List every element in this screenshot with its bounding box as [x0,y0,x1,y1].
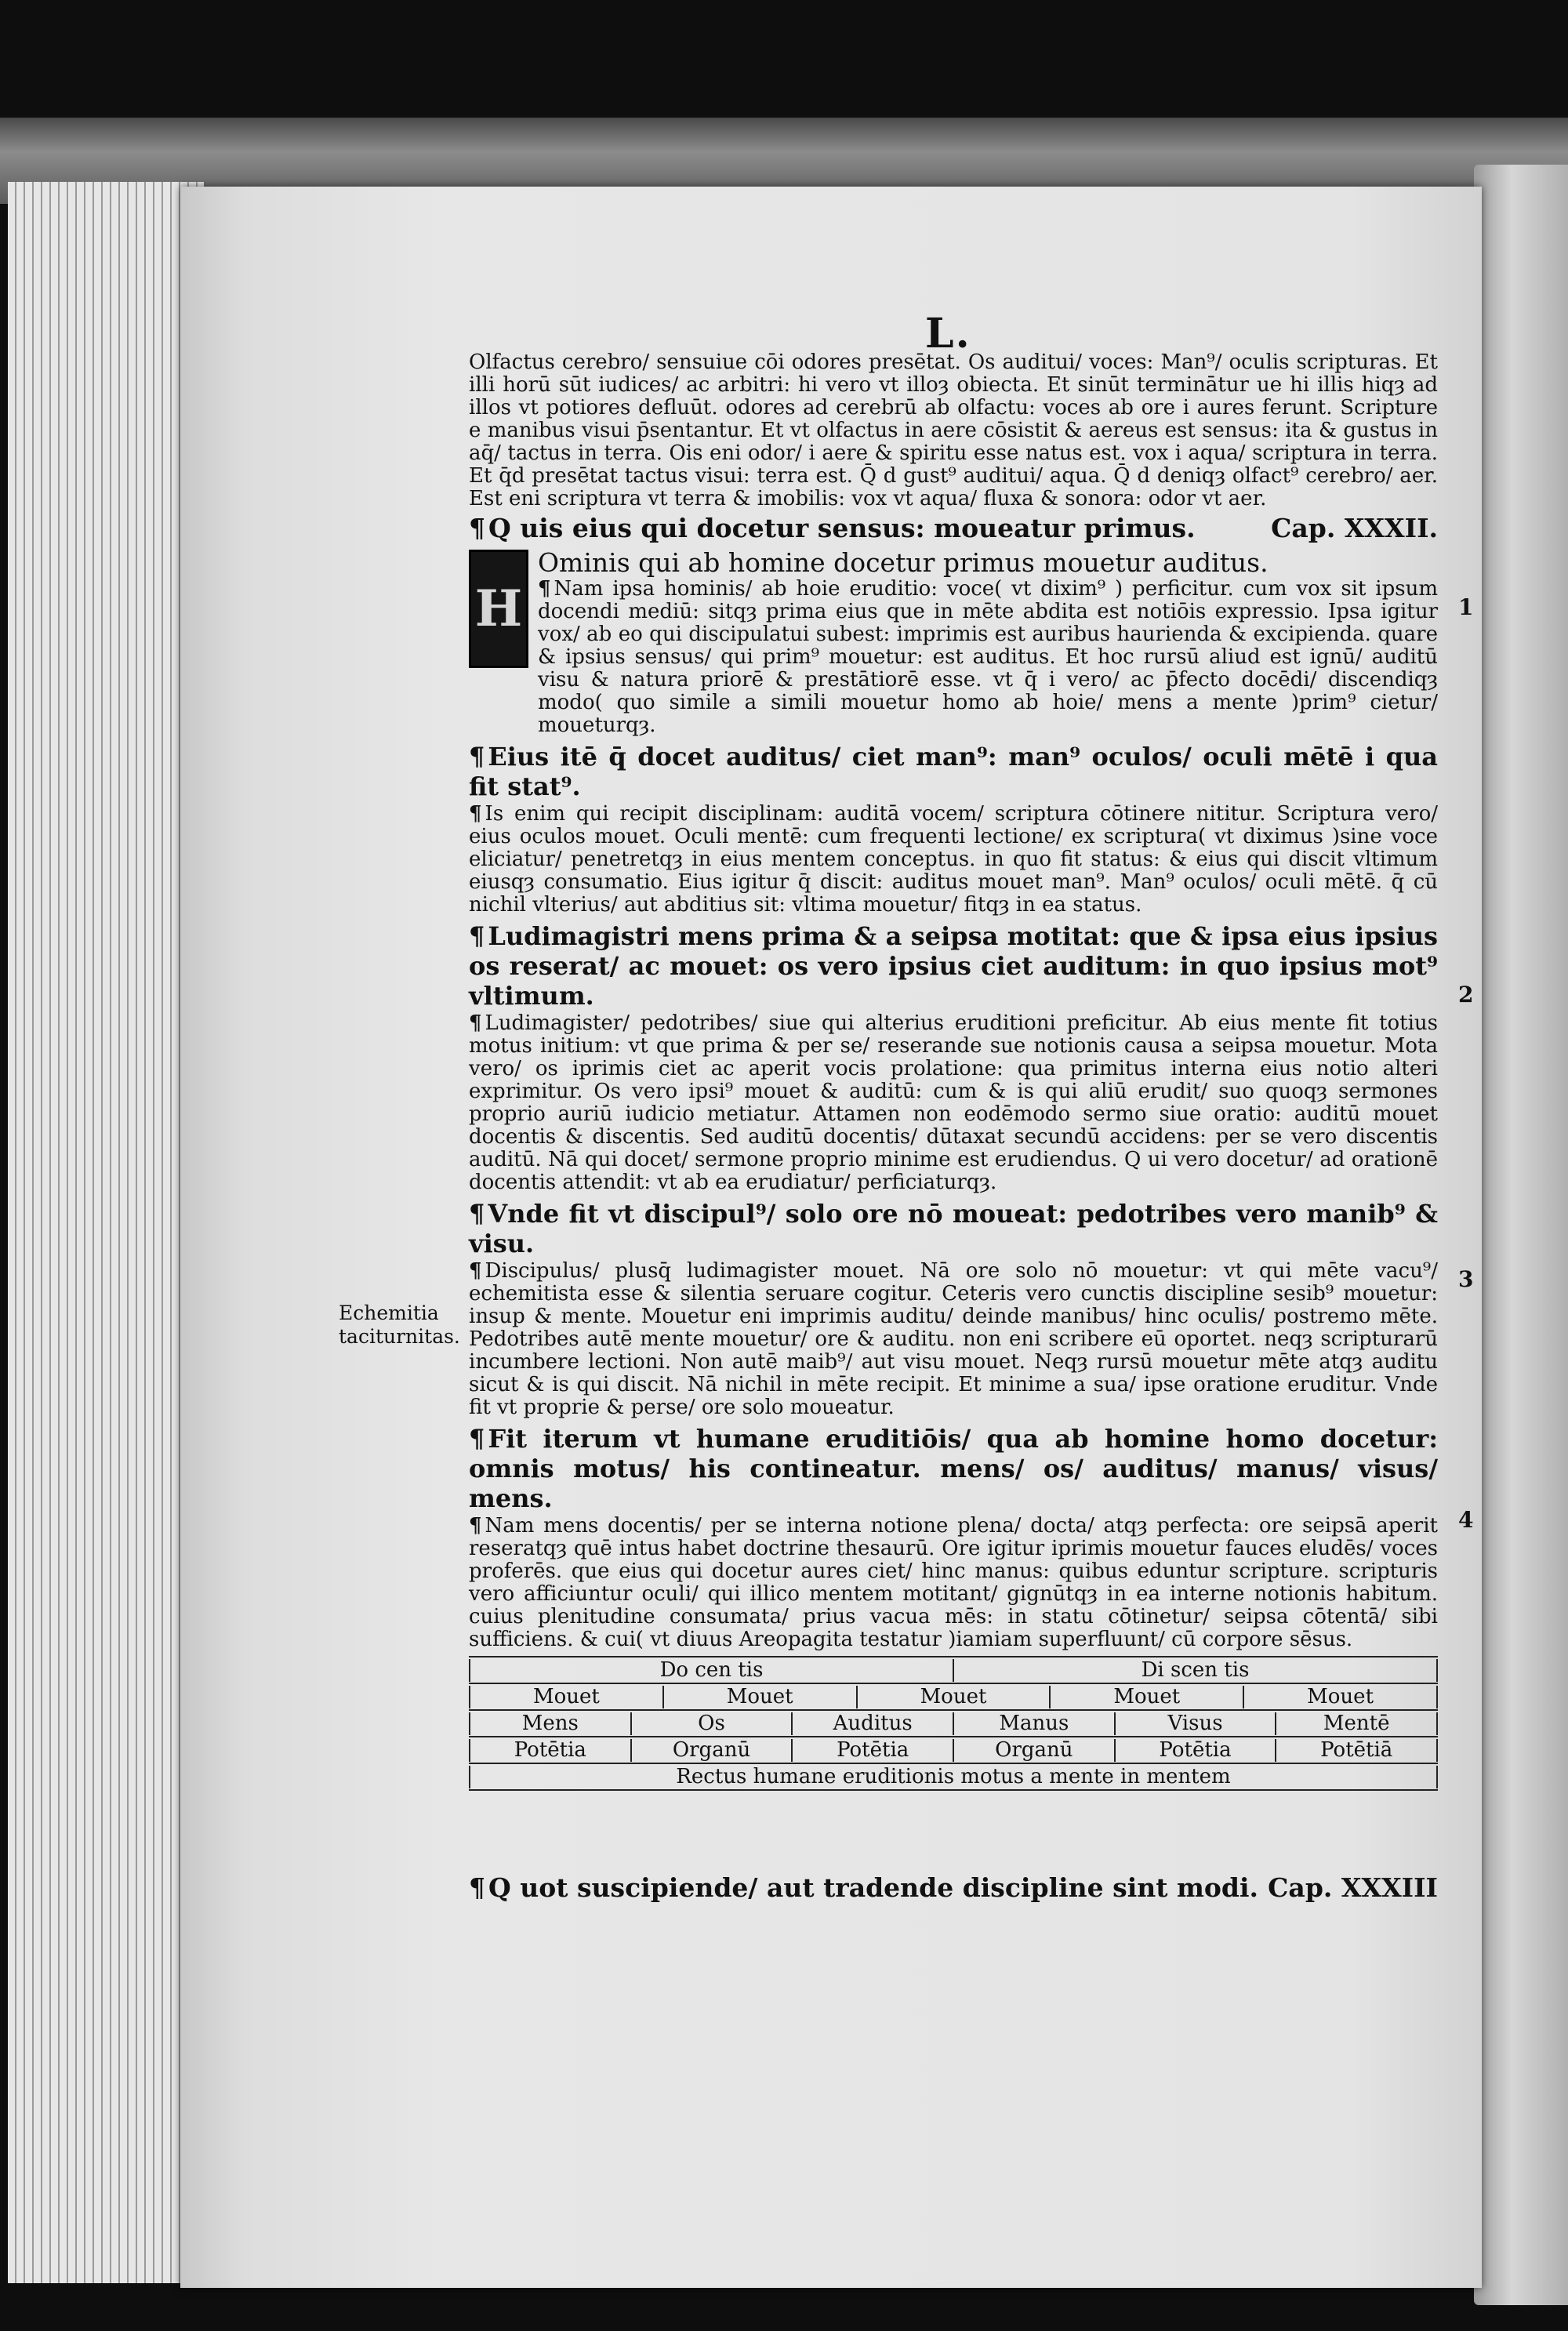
diagram-cell: Os [630,1712,792,1735]
paragraph-5: ¶ Nam mens docentis/ per se interna notione plena/ docta/ atqȝ perfecta: ore seipsā aperit reseratqȝ quē intus habet doctrine thesaurū. Ore igitur iprimis mouetur fauces eludēs/ voces proferēs. que eius qui docetur aures ciet/ hinc manus: quibus eduntur scripture. scripturis vero afficiuntur oculi/ qui illico mentem motitant/ gignūtqȝ in ea interne notionis habitum. cuius plenitudine consumata/ prius vacua mēs: in statu cōtinetur/ seipsa cōtentā/ sibi sufficiens. & cui( vt diuus Areopagita testatur )iamiam superfluunt/ cū corpore sēsus. [469,1514,1438,1651]
pilcrow-icon: ¶ [538,577,551,601]
chapter-32-heading [469,514,1438,543]
motion-diagram [469,1656,1438,1791]
chapter-33-number: Cap. XXXIII [1268,1872,1438,1903]
facing-page-edge [1474,165,1568,2305]
diagram-row [469,1764,1438,1791]
pilcrow-icon: ¶ [469,513,485,543]
pilcrow-icon: ¶ [469,1514,482,1538]
pilcrow-icon: ¶ [469,802,482,826]
pilcrow-icon: ¶ [469,1011,482,1035]
page-stack [8,182,204,2283]
diagram-cell: Mouet [1049,1686,1243,1708]
marginal-note: Echemitia taciturnitas. [339,1302,460,1348]
diagram-cell: Potētia [791,1739,953,1762]
main-text [469,351,1438,1791]
diagram-cell: Manus [953,1712,1114,1735]
diagram-cell: Mouet [662,1686,856,1708]
pilcrow-icon: ¶ [469,742,485,772]
marginal-number: 2 [1458,982,1474,1008]
chapter-33-heading [469,1872,1438,1903]
diagram-caption: Rectus humane eruditionis motus a mente in mentem [469,1766,1438,1788]
initial-paragraph [469,548,1438,737]
diagram-cell: Do cen tis [469,1659,953,1682]
diagram-cell: Mouet [856,1686,1050,1708]
diagram-cell: Mouet [469,1686,662,1708]
diagram-cell: Auditus [791,1712,953,1735]
marginal-number: 3 [1458,1266,1474,1292]
pilcrow-icon: ¶ [469,921,485,951]
diagram-row [469,1737,1438,1764]
diagram-cell: Mens [469,1712,630,1735]
heading-5: ¶ Fit iterum vt humane eruditiōis/ qua ab homine homo docetur: omnis motus/ his contineatur. mens/ os/ auditus/ manus/ visus/ mens. [469,1424,1438,1513]
heading-2: ¶ Eius itē q̄ docet auditus/ ciet man⁹: man⁹ oculos/ oculi mētē i qua fit stat⁹. [469,742,1438,801]
diagram-cell: Visus [1114,1712,1276,1735]
diagram-cell: Potētia [1114,1739,1276,1762]
marginal-number: 4 [1458,1507,1474,1533]
heading-3: ¶ Ludimagistri mens prima & a seipsa motitat: que & ipsa eius ipsius os reserat/ ac mouet: os vero ipsius ciet auditum: in quo ipsius mot⁹ vltimum. [469,921,1438,1011]
folio-number: L. [925,310,971,358]
heading-4: ¶ Vnde fit vt discipul⁹/ solo ore nō moueat: pedotribes vero manib⁹ & visu. [469,1199,1438,1258]
diagram-cell: Potētia [469,1739,630,1762]
diagram-row [469,1684,1438,1711]
paragraph-1: ¶ Nam ipsa hominis/ ab hoie eruditio: voce( vt dixim⁹ ) perficitur. cum vox sit ipsum docendi mediū: sitqȝ prima eius que in mēte abdita est notiōis expressio. Ipsa igitur vox/ ab eo qui discipulatui subest: imprimis est auribus haurienda & excipienda. quare & ipsius sensus/ qui prim⁹ mouetur: est auditus. Et hoc rursū aliud est ignū/ auditū visu & natura priorē & prestātiorē esse. vt q̄ i vero/ ac p̄fecto docēdi/ discendiqȝ modo( quo simile a simili mouetur homo ab hoie/ mens a mente )prim⁹ cietur/ moueturqȝ. [538,577,1438,737]
chapter-32-title: Q uis eius qui docetur sensus: moueatur primus. [488,513,1196,543]
lead-text: Ominis qui ab homine docetur primus mouetur auditus. [538,547,1269,578]
paragraph-2: ¶ Is enim qui recipit disciplinam: auditā vocem/ scriptura cōtinere nititur. Scriptura vero/ eius oculos mouet. Oculi mentē: cum frequenti lectione/ ex scriptura( vt diximus )sine voce eliciatur/ penetretqȝ in eius mentem conceptus. in quo fit status: & eius qui discit vltimum eiusqȝ consumatio. Eius igitur q̄ discit: auditus mouet man⁹. Man⁹ oculos/ oculi mētē. q̄ cū nichil vlterius/ aut abditius sit: vltima mouetur/ fitqȝ in ea status. [469,802,1438,917]
diagram-cell: Di scen tis [953,1659,1438,1682]
marginal-number: 1 [1458,594,1474,620]
diagram-cell: Organū [953,1739,1114,1762]
paragraph-top: Olfactus cerebro/ sensuiue cōi odores presētat. Os auditui/ voces: Man⁹/ oculis scripturas. Et illi horū sūt iudices/ ac arbitri: hi vero vt illoȝ obiecta. Et sinūt terminātur ue hi illis hiqȝ ad illos vt potiores defluūt. odores ad cerebrū ab olfactu: voces ab ore i aures ferunt. Scripture e manibus visui p̄sentantur. Et vt olfactus in aere cōsistit & aereus est sensus: ita & gustus in aq̄/ tactus in terra. Ois eni odor/ i aere & spiritu esse natus est. vox i aqua/ scriptura in terra. Et q̄d presētat tactus visui: terra est. Q̄ d gust⁹ auditui/ aqua. Q̄ d deniqȝ olfact⁹ cerebro/ aer. Est eni scriptura vt terra & imobilis: vox vt aqua/ fluxa & sonora: odor vt aer. [469,350,1438,510]
paragraph-4: ¶ Discipulus/ plusq̄ ludimagister mouet. Nā ore solo nō mouetur: vt qui mēte vacu⁹/ echemitista esse & silentia seruare cogitur. Ceteris vero cunctis discipline sesib⁹ mouetur: insup & mente. Mouetur eni imprimis auditu/ deinde manibus/ hinc oculis/ postremo mēte. Pedotribes autē mente mouetur/ ore & auditu. non eni scribere eū oportet. neqȝ scripturarū incumbere lectioni. Non autē maib⁹/ aut visu mouet. Neqȝ rursū mouetur mēte atqȝ auditu sicut & is qui discit. Nā nichil in mēte recipit. Et minime a sua/ ipse oratione eruditur. Vnde fit vt proprie & perse/ ore solo moueatur. [469,1259,1438,1419]
diagram-cell: Organū [630,1739,792,1762]
decorated-initial: H [469,550,528,668]
diagram-row [469,1656,1438,1684]
pilcrow-icon: ¶ [469,1424,485,1454]
diagram-row [469,1711,1438,1737]
diagram-cell: Mouet [1243,1686,1438,1708]
pilcrow-icon: ¶ [469,1872,485,1903]
pilcrow-icon: ¶ [469,1259,482,1283]
chapter-32-number: Cap. XXXII. [1271,513,1438,543]
diagram-cell: Mentē [1275,1712,1438,1735]
paragraph-3: ¶ Ludimagister/ pedotribes/ siue qui alterius eruditioni preficitur. Ab eius mente fit totius motus initium: vt que prima & per se/ reserande sue notionis causa a seipsa mouetur. Mota vero/ os iprimis ciet ac aperit vocis prolatione: qua primitus interna eius notio alteri exprimitur. Os vero ipsi⁹ mouet & auditū: cum & is qui aliū erudit/ suo quoqȝ sermones proprio auriū iudicio metiatur. Attamen non eodēmodo sermo siue oratio: auditū mouet docentis & discentis. Sed auditū docentis/ dūtaxat secundū accidens: per se vero discentis auditū. Nā qui docet/ sermone proprio minime est erudiendus. Q ui vero docetur/ ad orationē docentis attendit: vt ab ea erudiatur/ perficiaturqȝ. [469,1011,1438,1194]
diagram-cell: Potētiā [1275,1739,1438,1762]
pilcrow-icon: ¶ [469,1199,485,1229]
chapter-33-title: Q uot suscipiende/ aut tradende discipline sint modi. [488,1872,1259,1903]
